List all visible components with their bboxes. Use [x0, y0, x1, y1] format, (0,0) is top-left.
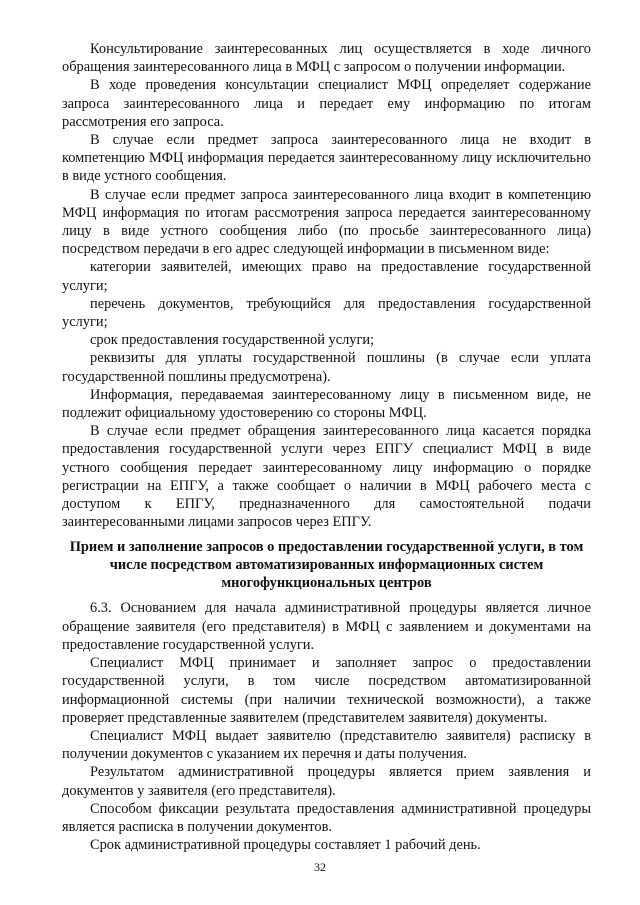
paragraph: Специалист МФЦ выдает заявителю (представителю заявителя) расписку в получении документов с указанием их перечня и даты получения.: [62, 727, 591, 763]
list-item: перечень документов, требующийся для предоставления государственной услуги;: [62, 295, 591, 331]
paragraph: Специалист МФЦ принимает и заполняет запрос о предоставлении государственной услуги, в том числе посредством автоматизированной информационной системы (при наличии технической возможности), а также проверяет представленные заявителем (представителем заявителя) документы.: [62, 655, 591, 726]
list-item: реквизиты для уплаты государственной пошлины (в случае если уплата государственной пошлины предусмотрена).: [62, 350, 591, 385]
paragraph: 6.3. Основанием для начала административной процедуры является личное обращение заявителя (его представителя) в МФЦ с заявлением и документами на предоставление государственной услуги.: [62, 600, 591, 653]
section-heading: Прием и заполнение запросов о предоставлении государственной услуги, в том числе посредством автоматизированных информационных систем многофункциональных центров: [69, 539, 584, 592]
paragraph: В ходе проведения консультации специалист МФЦ определяет содержание запроса заинтересованного лица и передает ему информацию по итогам рассмотрения его запроса.: [62, 77, 591, 130]
paragraph: Результатом административной процедуры является прием заявления и документов у заявителя (его представителя).: [62, 764, 591, 799]
paragraph: Информация, передаваемая заинтересованному лицу в письменном виде, не подлежит официальному удостоверению со стороны МФЦ.: [62, 386, 591, 422]
paragraph: В случае если предмет запроса заинтересованного лица не входит в компетенцию МФЦ информация передается заинтересованному лицу исключительно в виде устного сообщения.: [62, 132, 591, 185]
page-number: 32: [314, 860, 326, 874]
paragraph: В случае если предмет запроса заинтересованного лица входит в компетенцию МФЦ информация по итогам рассмотрения запроса передается заинтересованному лицу в виде устного сообщения либо (по просьбе заинтересованного лица) посредством передачи в его адрес следующей информации в письменном виде:: [62, 186, 591, 258]
paragraph: Срок административной процедуры составляет 1 рабочий день.: [90, 837, 481, 854]
paragraph: В случае если предмет обращения заинтересованного лица касается порядка предоставления государственной услуги через ЕПГУ специалист МФЦ в виде устного сообщения передает заинтересованному лицу информацию о порядке регистрации на ЕПГУ, а также сообщает о наличии в МФЦ рабочего места с доступом к ЕПГУ, предназначенного для самостоятельной подачи заинтересованными лицами запросов через ЕПГУ.: [62, 423, 591, 531]
list-item: категории заявителей, имеющих право на предоставление государственной услуги;: [62, 259, 591, 294]
paragraph: Способом фиксации результата предоставления административной процедуры является расписка в получении документов.: [62, 800, 591, 835]
list-item: срок предоставления государственной услуги;: [90, 332, 375, 349]
document-body: [62, 40, 591, 854]
paragraph: Консультирование заинтересованных лиц осуществляется в ходе личного обращения заинтересованного лица в МФЦ с запросом о получении информации.: [62, 41, 591, 76]
